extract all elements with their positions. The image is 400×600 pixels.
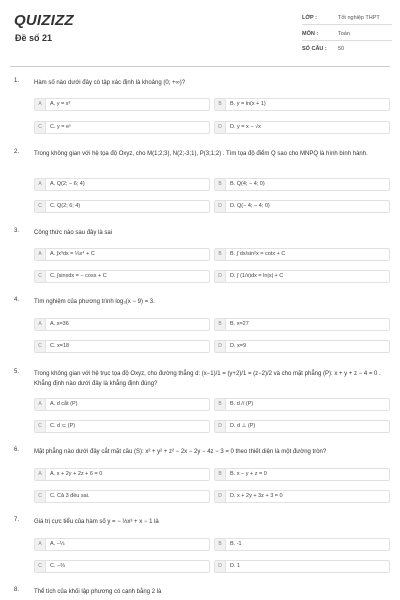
option-letter: C [35,271,46,282]
meta-divider [302,24,392,25]
option-d[interactable] [214,560,390,573]
option-letter: A [35,99,46,110]
option-letter: C [35,341,46,352]
meta-count-value: 50 [338,46,345,52]
option-text: A. Q(2; − 6; 4) [50,181,85,187]
option-text: A. d cắt (P) [50,401,78,407]
option-b[interactable] [214,248,390,261]
option-text: D. y = x − √x [230,124,261,130]
option-text: D. x=9 [230,343,247,349]
option-d[interactable] [214,420,390,433]
option-a[interactable] [34,98,210,111]
option-text: B. -1 [230,541,242,547]
option-text: B. d // (P) [230,401,254,407]
option-text: C. −⅔ [50,563,65,569]
option-b[interactable] [214,468,390,481]
option-text: A. y = x³ [50,101,71,107]
option-a[interactable] [34,248,210,261]
option-c[interactable] [34,340,210,353]
option-letter: C [35,421,46,432]
option-text: C. ∫sinxdx = − cosx + C [50,273,107,279]
option-d[interactable] [214,121,390,134]
option-letter: B [215,469,226,480]
option-letter: A [35,319,46,330]
option-a[interactable] [34,178,210,191]
option-a[interactable] [34,468,210,481]
header [0,0,400,62]
option-text: D. x + 2y + 3z + 3 = 0 [230,493,283,499]
meta-count-label: SỐ CÂU : [302,46,327,52]
header-divider [10,66,390,67]
option-b[interactable] [214,318,390,331]
option-c[interactable] [34,420,210,433]
option-letter: B [215,99,226,110]
meta-divider [302,40,392,41]
exam-title: Đề số 21 [15,33,53,43]
option-text: C. Q(2; 6; 4) [50,203,81,209]
option-d[interactable] [214,340,390,353]
option-text: B. x=27 [230,321,249,327]
question-text: Công thức nào sau đây là sai [34,230,113,236]
option-text: D. ∫ (1/x)dx = ln|x| + C [230,273,284,279]
option-c[interactable] [34,270,210,283]
option-text: C. Cả 3 đều sai. [50,493,90,499]
option-b[interactable] [214,178,390,191]
question-text: Trong không gian với hệ trục tọa độ Oxyz, cho đường thẳng d: (x−1)/1 = (y+2)/1 = (z−2)/2 và cho mặt phẳng (P): x + y + z − 4 = 0 . Khẳng định nào dưới đây là khẳng định đúng? [34,371,381,387]
option-c[interactable] [34,121,210,134]
option-letter: A [35,399,46,410]
question-number: 3. [14,228,20,234]
option-text: A. ∫x³dx = ⅓x⁴ + C [50,251,95,257]
option-text: C. x=18 [50,343,70,349]
option-letter: B [215,249,226,260]
option-c[interactable] [34,200,210,213]
option-a[interactable] [34,538,210,551]
option-d[interactable] [214,200,390,213]
option-c[interactable] [34,560,210,573]
option-a[interactable] [34,398,210,411]
option-letter: B [215,399,226,410]
meta-class-label: LỚP : [302,15,317,21]
option-text: C. d ⊂ (P) [50,423,76,429]
option-letter: D [215,341,226,352]
option-b[interactable] [214,538,390,551]
option-c[interactable] [34,490,210,503]
option-text: B. x − y + z = 0 [230,471,267,477]
meta-class-value: Tốt nghiệp THPT [338,15,380,21]
option-letter: C [35,122,46,133]
option-letter: B [215,179,226,190]
question-number: 1. [14,78,20,84]
option-text: B. ∫ dx/sin²x = cotx + C [230,251,286,257]
option-a[interactable] [34,318,210,331]
option-text: A. x=36 [50,321,69,327]
question-text: Mặt phẳng nào dưới đây cắt mặt cầu (S): x² + y² + z² − 2x − 2y − 4z − 3 = 0 theo thiết diện là một đường tròn? [34,449,327,455]
question-number: 8. [14,587,20,593]
meta-subject-value: Toán [338,31,350,37]
option-letter: C [35,561,46,572]
question-number: 7. [14,517,20,523]
option-letter: A [35,249,46,260]
option-letter: A [35,179,46,190]
option-text: A. x + 2y + 2z + 6 = 0 [50,471,103,477]
question-number: 4. [14,297,20,303]
question-text: Giá trị cực tiểu của hàm số y = − ⅓x³ + x − 1 là [34,519,159,525]
question-text: Thể tích của khối lập phương có cạnh bằng 2 là [34,589,162,595]
option-letter: B [215,539,226,550]
option-letter: D [215,421,226,432]
option-letter: D [215,561,226,572]
option-letter: A [35,469,46,480]
option-d[interactable] [214,270,390,283]
option-b[interactable] [214,98,390,111]
option-letter: D [215,122,226,133]
option-text: B. y = ln(x + 1) [230,101,266,107]
question-number: 2. [14,149,20,155]
option-letter: C [35,201,46,212]
option-text: D. d ⊥ (P) [230,423,256,429]
option-b[interactable] [214,398,390,411]
question-number: 6. [14,447,20,453]
option-text: C. y = eˣ [50,124,71,130]
option-text: B. Q(4; − 4; 0) [230,181,265,187]
quizizz-logo: QUIZIZZ [14,12,74,29]
option-letter: C [35,491,46,502]
question-text: Trong không gian với hệ tọa độ Oxyz, cho M(1;2;3), N(2;-3;1), P(3;1;2) . Tìm tọa độ điểm Q sao cho MNPQ là hình bình hành. [34,151,368,157]
question-text: Tìm nghiệm của phương trình log₃(x − 9) = 3. [34,299,155,305]
meta-subject-label: MÔN : [302,31,319,37]
option-text: A. −⅓ [50,541,65,547]
question-number: 5. [14,369,20,375]
option-d[interactable] [214,490,390,503]
option-letter: A [35,539,46,550]
question-text: Hàm số nào dưới đây có tập xác định là khoảng (0; +∞)? [34,80,186,86]
option-text: D. 1 [230,563,241,569]
option-letter: D [215,201,226,212]
option-letter: B [215,319,226,330]
option-text: D. Q(− 4; − 4; 0) [230,203,270,209]
option-letter: D [215,271,226,282]
option-letter: D [215,491,226,502]
